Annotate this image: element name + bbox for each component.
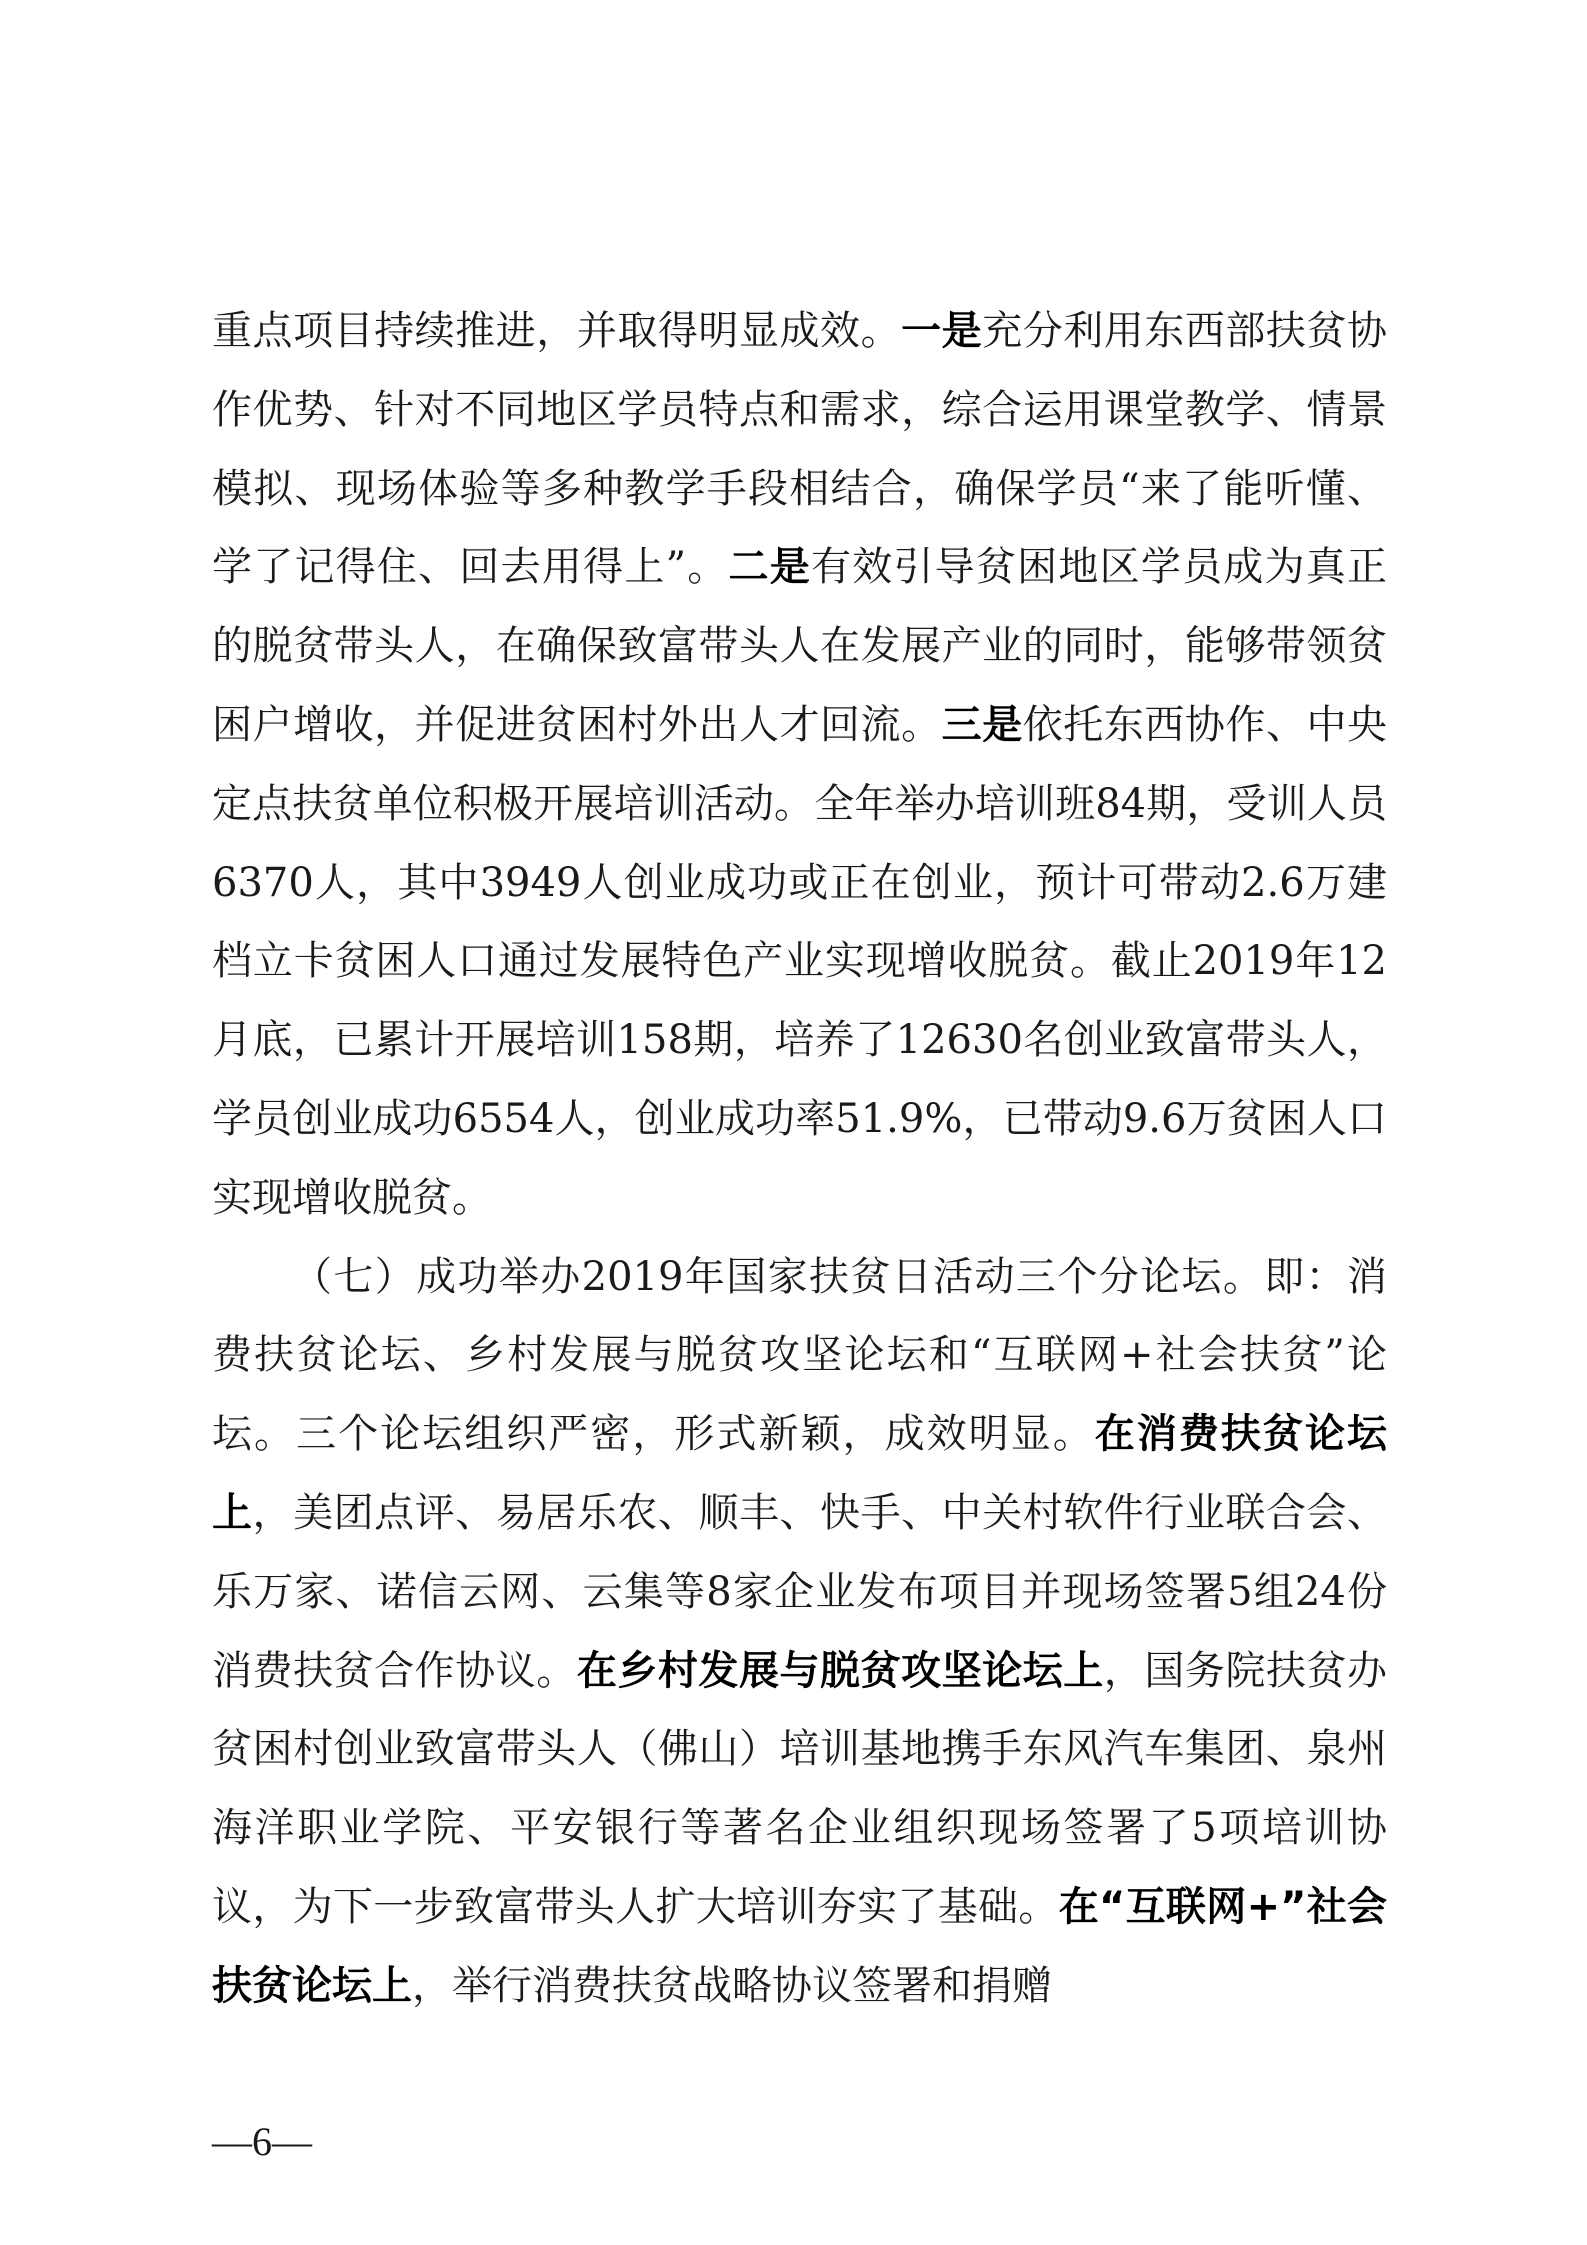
segment: 有效引导贫困地区学员成为真正的脱贫带头人，在确保致富带头人在发展产业的同时，能够带领贫困户增收，并促进贫困村外出人才回流。 (212, 544, 1388, 748)
segment: ，美团点评、易居乐农、顺丰、快手、中关村软件行业联合会、乐万家、诺信云网、云集等8家企业发布项目并现场签署5组24份消费扶贫合作协议。 (212, 1489, 1388, 1694)
bold-segment-yi-shi: 一是 (901, 308, 983, 354)
segment: ，国务院扶贫办贫困村创业致富带头人（佛山）培训基地携手东风汽车集团、泉州海洋职业学院、平安银行等著名企业组织现场签署了5项培训协议，为下一步致富带头人扩大培训夯实了基础。 (212, 1647, 1388, 1930)
bold-segment-consumption-forum: 在消费扶贫论坛上 (212, 1411, 1388, 1536)
bold-segment-internet-forum: 在“互联网+”社会扶贫论坛上 (212, 1883, 1388, 2009)
paragraph-2 (212, 1238, 1387, 2026)
segment: 重点项目持续推进，并取得明显成效。 (212, 308, 902, 354)
segment: 依托东西协作、中央定点扶贫单位积极开展培训活动。全年举办培训班84期，受训人员6370人，其中3949人创业成功或正在创业，预计可带动2.6万建档立卡贫困人口通过发展特色产业实现增收脱贫。截止2019年12月底，已累计开展培训158期，培养了12630名创业致富带头人，学员创业成功6554人，创业成功率51.9%，已带动9.6万贫困人口实现增收脱贫。 (212, 701, 1388, 1221)
segment: ，举行消费扶贫战略协议签署和捐赠 (412, 1962, 1052, 2009)
bold-segment-rural-forum: 在乡村发展与脱贫攻坚论坛上 (576, 1647, 1104, 1694)
bold-segment-san-shi: 三是 (941, 701, 1023, 748)
bold-segment-er-shi: 二是 (728, 544, 811, 591)
segment: （七）成功举办2019年国家扶贫日活动三个分论坛。即：消费扶贫论坛、乡村发展与脱贫攻坚论坛和“互联网+社会扶贫”论坛。三个论坛组织严密，形式新颖，成效明显。 (212, 1253, 1387, 1458)
body-text (212, 292, 1387, 2026)
paragraph-1 (212, 292, 1387, 1238)
segment: 充分利用东西部扶贫协作优势、针对不同地区学员特点和需求，综合运用课堂教学、情景模拟、现场体验等多种教学手段相结合，确保学员“来了能听懂、学了记得住、回去用得上”。 (212, 308, 1388, 591)
page-number: —6— (212, 2119, 312, 2164)
